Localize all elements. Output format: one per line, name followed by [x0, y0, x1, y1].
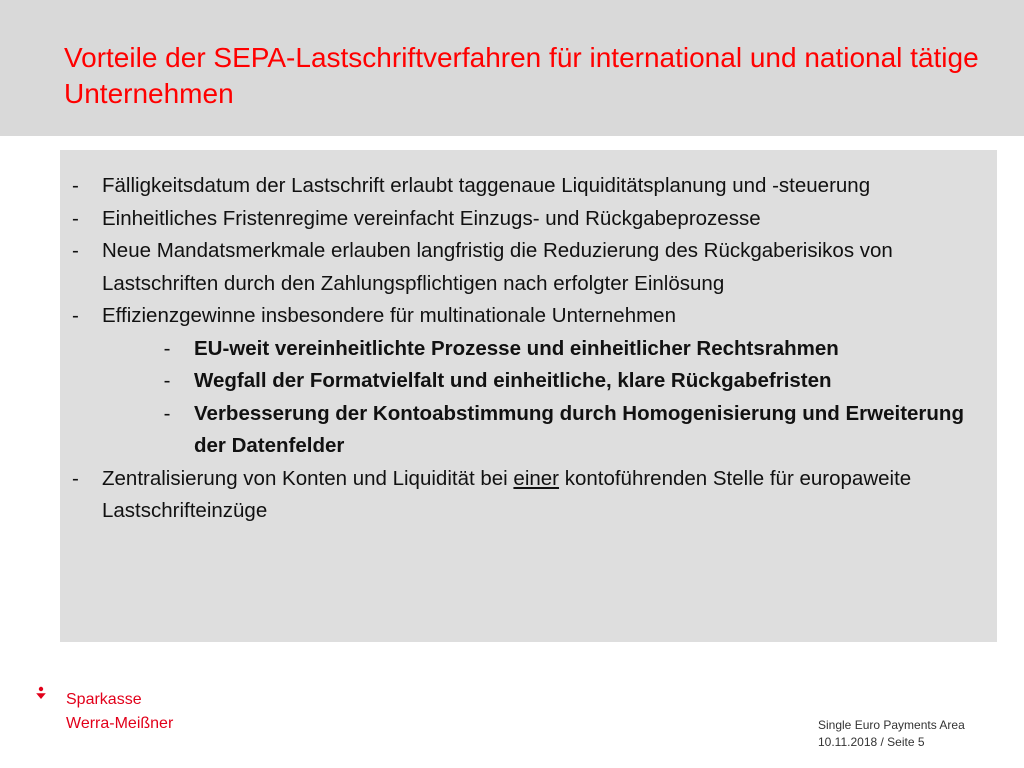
bullet-text — [102, 463, 992, 528]
brand-line-1: Sparkasse — [66, 691, 142, 708]
bullet-dash: - — [72, 304, 79, 327]
bullet-dash: - — [72, 174, 79, 197]
bullet-item — [72, 170, 992, 203]
bullet-dash: - — [163, 401, 171, 425]
slide-title: Vorteile der SEPA-Lastschriftverfahren für international und national tätige Unternehmen — [64, 42, 979, 109]
bullet-dash: - — [72, 206, 79, 230]
footer-subject: Single Euro Payments Area — [818, 718, 965, 732]
footer-info — [818, 717, 965, 751]
sub-bullet-text: EU-weit vereinheitlichte Prozesse und einheitlicher Rechtsrahmen — [194, 336, 839, 360]
sub-bullet-item — [72, 365, 992, 398]
bullet-text: Neue Mandatsmerkmale erlauben langfristig die Reduzierung des Rückgaberisikos von Lastschriften durch den Zahlungspflichtigen nach erfolgter Einlösung — [102, 239, 893, 295]
slide-header — [0, 0, 1024, 136]
sparkasse-logo-icon — [34, 686, 48, 700]
bullet-dash: - — [72, 239, 79, 262]
sub-bullet-text: Wegfall der Formatvielfalt und einheitliche, klare Rückgabefristen — [194, 369, 832, 392]
underlined-word: einer — [513, 466, 560, 490]
content-box — [60, 150, 997, 642]
bullet-text: Einheitliches Fristenregime vereinfacht Einzugs- und Rückgabeprozesse — [102, 206, 761, 230]
bullet-list — [72, 170, 992, 528]
brand-line-2: Werra-Meißner — [66, 715, 174, 732]
bullet-text: Fälligkeitsdatum der Lastschrift erlaubt taggenaue Liquiditätsplanung und -steuerung — [102, 174, 871, 197]
bullet-text-part: kontoführenden Stelle für europaweite Lastschrifteinzüge — [102, 466, 912, 522]
sub-bullet-item — [72, 333, 992, 366]
bullet-dash: - — [72, 466, 79, 490]
footer-date-page: 10.11.2018 / Seite 5 — [818, 735, 925, 749]
sub-bullet-item — [72, 398, 992, 463]
bullet-text-part: Zentralisierung von Konten und Liquidität bei — [102, 466, 514, 490]
bullet-dash: - — [163, 369, 171, 392]
bullet-text: Effizienzgewinne insbesondere für multinationale Unternehmen — [102, 304, 676, 327]
sub-bullet-text: Verbesserung der Kontoabstimmung durch Homogenisierung und Erweiterung der Datenfelder — [194, 401, 964, 457]
brand-name — [66, 688, 173, 736]
bullet-item — [72, 235, 992, 300]
bullet-item — [72, 203, 992, 236]
bullet-item — [72, 463, 992, 528]
bullet-dash: - — [163, 336, 171, 360]
bullet-item — [72, 300, 992, 333]
